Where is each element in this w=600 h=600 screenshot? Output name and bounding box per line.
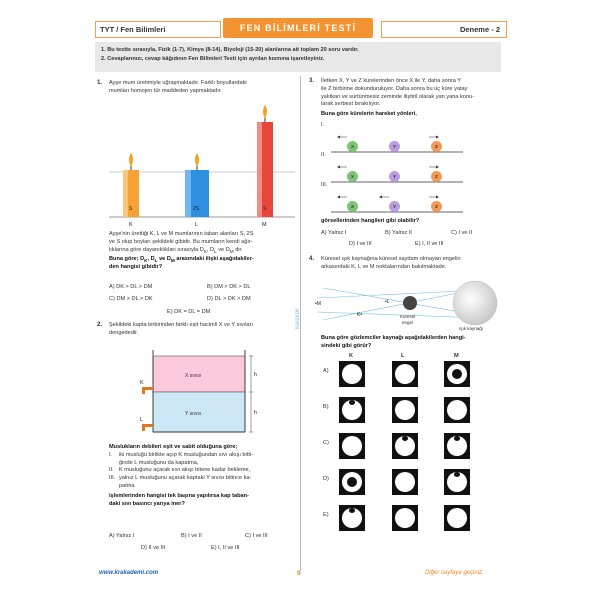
candles-figure: [109, 102, 297, 230]
sphere-z: Z: [431, 171, 442, 182]
opaque-sphere: [403, 296, 417, 310]
q4-option-e[interactable]: E): [323, 512, 329, 518]
sphere-x: X: [347, 141, 358, 152]
next-page-note: Diğer sayfaya geçiniz.: [425, 570, 484, 576]
test-title: FEN BİLİMLERİ TESTİ: [223, 18, 373, 38]
text-line: Ayşe mum üretimiyle uğraşmaktadır. Farklı boyutlardaki: [109, 80, 247, 86]
shadow-figure: [313, 276, 503, 332]
question-2-body: [109, 444, 299, 508]
question-3: [309, 78, 314, 86]
q3-option-d[interactable]: D) I ve III: [349, 241, 372, 247]
point-m-label: •M: [315, 301, 321, 307]
instruction-2: 2. Cevaplarınızı, cevap kâğıdının Fen Bilimleri Testi için ayrılan kısmına işaretleyiniz.: [101, 56, 325, 62]
question-number: 4.: [309, 256, 315, 262]
view-icon: [339, 361, 365, 387]
row-label-1: I.: [321, 122, 325, 128]
question-4-prompt: [321, 335, 501, 351]
question-number: 2.: [97, 322, 103, 328]
container-figure: [125, 340, 265, 440]
candle-k-label: K: [129, 222, 133, 228]
text-line: arkasındaki K, L ve M noktalarından bakılmaktadır.: [321, 263, 447, 270]
text-line: Şekildeki kapta birbirinden farklı eşit hacimli X ve Y sıvıları: [109, 322, 254, 328]
question-2-lead: Muslukların debileri eşit ve sabit olduğuna göre;: [109, 444, 238, 450]
point-k-label: K•: [357, 312, 363, 318]
view-icon: [339, 433, 365, 459]
q2-item-1: I. iki musluğu birlikte açıp K musluğundan sıvı akışı bitti- ğinde L musluğunu da kapatma,: [109, 451, 253, 466]
q1-option-d[interactable]: D) DL > DK > DM: [207, 296, 251, 302]
q2-item-2: II. K musluğunu açarak sıvı akışı bitene kadar bekleme,: [109, 467, 251, 474]
text-line: larak serbest bırakılıyor.: [321, 101, 381, 108]
question-number: 1.: [97, 80, 103, 86]
instruction-1: 1. Bu testte sırasıyla, Fizik (1-7), Kimya (8-14), Biyoloji (15-20) alanlarına ait toplam 20 soru vardır.: [101, 47, 359, 53]
obstacle-label-2: engel: [402, 320, 414, 325]
question-3-prompt: Buna göre kürelerin hareket yönleri,: [321, 111, 417, 118]
sphere-z: Z: [431, 141, 442, 152]
candle-l-label: L: [195, 222, 199, 228]
instructions-box: [95, 42, 501, 72]
view-icon: [339, 469, 365, 495]
obstacle-label-1: Küresel: [400, 314, 416, 319]
q2-item-3: III. yalnız L musluğunu açarak kaptaki Y sıvısı bitince ka- patma: [109, 475, 252, 489]
question-number: 3.: [309, 78, 315, 84]
q3-option-b[interactable]: B) Yalnız II: [385, 230, 412, 236]
question-3-prompt-2: görsellerinden hangileri gibi olabilir?: [321, 218, 420, 224]
q1-option-c[interactable]: C) DM > DL > DK: [109, 296, 153, 302]
q2-option-c[interactable]: C) I ve III: [245, 533, 268, 539]
q1-option-e[interactable]: E) DK = DL = DM: [167, 309, 211, 315]
question-1-prompt: Buna göre; $D_K$, $D_L$ ve $D_M$ arasındaki ilişki aşağıdakiler-: [109, 255, 254, 263]
view-icon: [392, 433, 418, 459]
q4-option-c[interactable]: C): [323, 440, 329, 446]
question-2: [97, 322, 102, 330]
text-line: ile Z birbirine dokunduruluyor. Daha sonra bu üç küre yatay: [321, 85, 468, 92]
q1-option-b[interactable]: B) DM > DK > DL: [207, 284, 251, 290]
text-line: yalıtkan ve sürtünmesiz zeminde iliştiril olarak yan yana konu-: [321, 93, 474, 100]
sphere-z: Z: [431, 201, 442, 212]
q3-option-a[interactable]: A) Yalnız I: [321, 230, 347, 236]
view-icon: [444, 505, 470, 531]
view-icon: [444, 361, 470, 387]
text-line: Ayşe'nin ürettiği K, L ve M mumlarının taban alanları S, 2S: [109, 231, 254, 237]
height-label-1: h: [254, 372, 257, 378]
col-label-k: K: [349, 353, 354, 359]
col-label-l: L: [401, 353, 405, 359]
question-2-prompt: işlemlerinden hangisi tek başına yapılırsa kap taban-: [109, 492, 249, 499]
candle-k-base: S: [129, 206, 133, 212]
view-icon: [339, 397, 365, 423]
view-icon: [444, 469, 470, 495]
footer-url[interactable]: www.krakademi.com: [99, 570, 159, 576]
q4-option-b[interactable]: B): [323, 404, 329, 410]
exam-page: [95, 18, 505, 583]
q2-option-b[interactable]: B) I ve II: [181, 533, 202, 539]
q4-option-a[interactable]: A): [323, 368, 329, 374]
candle-l-base: 2S: [193, 206, 200, 212]
row-label-2: II.: [321, 152, 326, 158]
col-label-m: M: [454, 353, 459, 359]
sphere-y: Y: [389, 141, 400, 152]
question-1-intro: [109, 80, 295, 96]
view-icon: [392, 361, 418, 387]
liquid-x-label: X sıvısı: [185, 373, 202, 379]
view-icon: [392, 505, 418, 531]
height-label-2: h: [254, 410, 257, 416]
sphere-x: X: [347, 201, 358, 212]
subject-label: TYT / Fen Bilimleri: [95, 21, 221, 38]
text-line: dengededir.: [109, 329, 139, 336]
tap-l-label: L: [140, 417, 144, 423]
question-1: [97, 80, 102, 88]
text-line: lıklarına göre dayanıklıkları sırasıyla $D_K$, $D_L$ ve $D_M$ dir.: [109, 246, 243, 254]
text-line: ve S olup boyları şekildeki gibidir. Bu mumların kendi ağır-: [109, 238, 253, 245]
view-icon: [339, 505, 365, 531]
source-label: Işık kaynağı: [459, 326, 484, 331]
liquid-y-label: Y sıvısı: [185, 411, 202, 417]
text-line: mumları homojen tür maddeden yapmaktadır.: [109, 87, 222, 94]
question-1-body: [109, 231, 297, 272]
view-icon: [392, 397, 418, 423]
exam-number: Deneme - 2: [381, 21, 507, 38]
q2-option-a[interactable]: A) Yalnız I: [109, 533, 135, 539]
text-line: Küresel ışık kaynağına küresel saydam olmayan engelin: [321, 256, 461, 262]
q1-option-a[interactable]: A) DK > DL > DM: [109, 284, 153, 290]
q2-option-e[interactable]: E) I, II ve III: [211, 545, 240, 551]
row-label-3: III.: [321, 182, 328, 188]
sphere-x: X: [347, 171, 358, 182]
question-2-intro: [109, 322, 299, 338]
point-l-label: •L: [385, 299, 390, 305]
q3-option-c[interactable]: C) I ve II: [451, 230, 473, 236]
view-icon: [444, 397, 470, 423]
sphere-y: Y: [389, 171, 400, 182]
question-4-intro: [321, 256, 501, 272]
page-number: 9: [297, 570, 301, 577]
view-icon: [444, 433, 470, 459]
text-line: sindeki gibi görür?: [321, 342, 372, 349]
q2-option-d[interactable]: D) II ve III: [141, 545, 166, 551]
q3-option-e[interactable]: E) I, II ve III: [415, 241, 444, 247]
tap-k-label: K: [140, 380, 144, 386]
question-2-prompt-2: daki sıvı basıncı yarıya iner?: [109, 500, 185, 507]
text-line: Buna göre gözlemciler kaynağı aşağıdakilerden hangi-: [321, 335, 466, 341]
text-line: İletken X, Y ve Z kürelerinden önce X ile Y, daha sonra Y: [321, 78, 462, 84]
candle-m-base: S: [263, 206, 267, 212]
sphere-y: Y: [389, 201, 400, 212]
question-4: [309, 256, 314, 264]
view-icon: [392, 469, 418, 495]
candle-m-label: M: [262, 222, 267, 228]
question-3-intro: [321, 78, 501, 119]
light-source-sphere: [453, 281, 497, 325]
watermark: karekök: [295, 308, 301, 330]
question-1-prompt-2: den hangisi gibidir?: [109, 264, 163, 271]
q4-option-d[interactable]: D): [323, 476, 329, 482]
